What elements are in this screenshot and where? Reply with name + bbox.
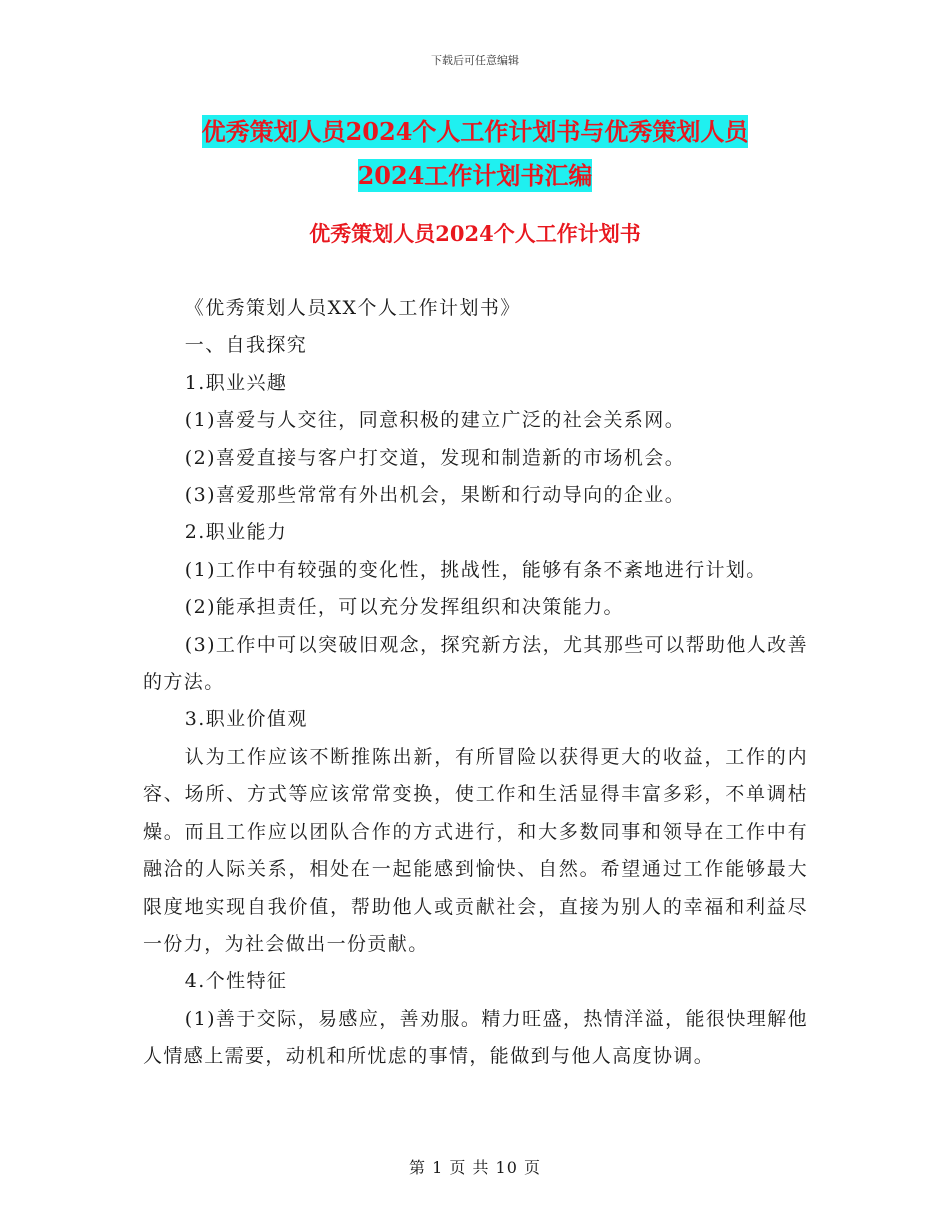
paragraph-interest-3: (3)喜爱那些常常有外出机会，果断和行动导向的企业。 xyxy=(184,484,686,507)
paragraph-heading-personality: 4.个性特征 xyxy=(184,970,288,993)
document-title xyxy=(140,110,810,198)
paragraph-interest-1: (1)喜爱与人交往，同意积极的建立广泛的社会关系网。 xyxy=(184,409,686,432)
paragraph-book-title: 《优秀策划人员XX个人工作计划书》 xyxy=(184,297,521,319)
paragraph-interest-2: (2)喜爱直接与客户打交道，发现和制造新的市场机会。 xyxy=(184,446,686,469)
section-title: 优秀策划人员2024个人工作计划书 xyxy=(309,221,641,246)
page-header-note: 下载后可任意编辑 xyxy=(431,54,519,67)
paragraph-ability-2: (2)能承担责任，可以充分发挥组织和决策能力。 xyxy=(184,596,624,619)
paragraph-values-body: 认为工作应该不断推陈出新，有所冒险以获得更大的收益，工作的内容、场所、方式等应该常常变换，使工作和生活显得丰富多彩，不单调枯燥。而且工作应以团队合作的方式进行，和大多数同事和领导在工作中有融洽的人际关系，相处在一起能感到愉快、自然。希望通过工作能够最大限度地实现自我价值，帮助他人或贡献社会，直接为别人的幸福和利益尽一份力，为社会做出一份贡献。 xyxy=(143,745,808,955)
document-title-line-1: 优秀策划人员2024个人工作计划书与优秀策划人员 xyxy=(201,117,749,146)
document-body xyxy=(143,290,808,1076)
paragraph-heading-career-ability: 2.职业能力 xyxy=(184,521,288,544)
paragraph-heading-self-exploration: 一、自我探究 xyxy=(184,334,308,357)
paragraph-heading-career-interest: 1.职业兴趣 xyxy=(184,371,288,394)
paragraph-ability-1: (1)工作中有较强的变化性，挑战性，能够有条不紊地进行计划。 xyxy=(184,558,767,581)
page-number-footer: 第 1 页 共 10 页 xyxy=(409,1158,541,1177)
paragraph-ability-3: (3)工作中可以突破旧观念，探究新方法，尤其那些可以帮助他人改善的方法。 xyxy=(143,633,808,694)
paragraph-personality-1: (1)善于交际，易感应，善劝服。精力旺盛，热情洋溢，能很快理解他人情感上需要，动机和所忧虑的事情，能做到与他人高度协调。 xyxy=(143,1007,808,1068)
document-title-line-2: 2024工作计划书汇编 xyxy=(357,161,593,190)
paragraph-heading-career-values: 3.职业价值观 xyxy=(184,708,308,731)
